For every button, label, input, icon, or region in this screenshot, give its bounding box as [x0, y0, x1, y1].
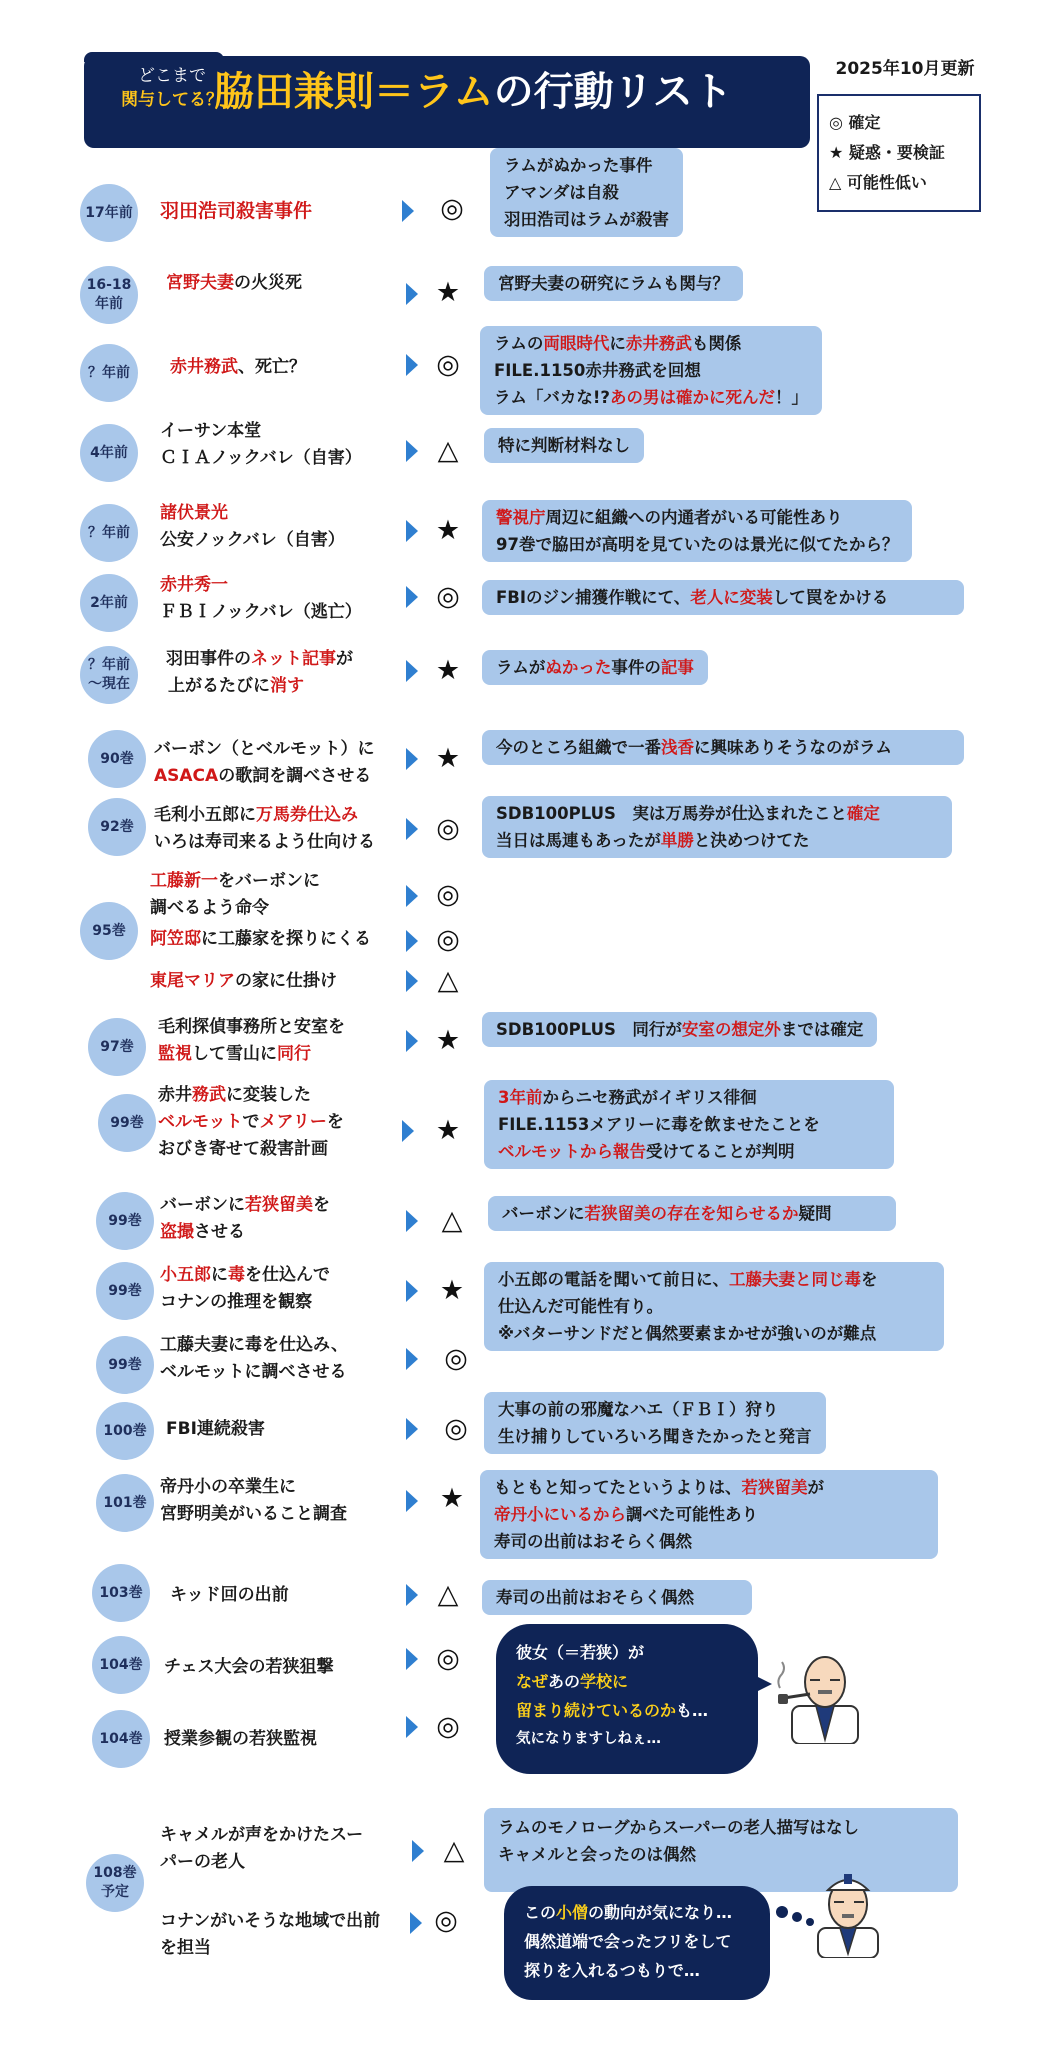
volume-badge: 92巻 — [88, 798, 146, 856]
volume-badge: 104巻 — [92, 1636, 150, 1694]
event-label: 羽田浩司殺害事件 — [160, 200, 313, 222]
volume-badge: 99巻 — [96, 1336, 154, 1394]
volume-badge: 108巻 予定 — [86, 1854, 144, 1912]
time-badge: ？年前 — [80, 344, 138, 402]
note-bubble: FBIのジン捕獲作戦にて、老人に変装して罠をかける — [482, 580, 964, 615]
status-mark: △ — [441, 1205, 463, 1236]
event-label: 赤井務武、死亡？ — [170, 357, 306, 377]
legend — [817, 94, 981, 212]
note-bubble: 特に判断材料なし — [484, 428, 644, 463]
wakita-character-icon — [770, 1640, 880, 1744]
page-title: 脇田兼則＝ラムの行動リスト — [214, 69, 733, 115]
speech-bubble: 彼女（＝若狭）が なぜあの学校に 留まり続けているのかも… 気になりますしねぇ… — [496, 1624, 758, 1774]
note-bubble: 警視庁周辺に組織への内通者がいる可能性あり 97巻で脇田が高明を見ていたのは景光に似てたから？ — [482, 500, 912, 562]
event-label: 宮野夫妻の火災死 — [166, 273, 302, 293]
note-bubble: 3年前からニセ務武がイギリス徘徊 FILE.1153メアリーに毒を飲ませたことを ベルモットから報告受けてることが判明 — [484, 1080, 894, 1169]
thought-bubble: この小僧の動向が気になり… 偶然道端で会ったフリをして 探りを入れるつもりで… — [504, 1886, 770, 2000]
event-label: 諸伏景光 公安ノックバレ（自害） — [160, 503, 345, 550]
volume-badge: 95巻 — [80, 902, 138, 960]
status-mark: ◎ — [436, 1711, 460, 1742]
status-mark: ◎ — [436, 813, 460, 844]
arrow-icon — [406, 930, 418, 952]
note-bubble: 宮野夫妻の研究にラムも関与？ — [484, 266, 743, 301]
volume-badge: 104巻 — [92, 1710, 150, 1768]
status-mark: ◎ — [436, 879, 460, 910]
event-label: 工藤夫妻に毒を仕込み、 ベルモットに調べさせる — [160, 1335, 349, 1382]
event-label: バーボン（とベルモット）に ASACAの歌詞を調べさせる — [154, 739, 375, 786]
arrow-icon — [406, 660, 418, 682]
status-mark: △ — [437, 965, 459, 996]
note-bubble: ラムがぬかった事件の記事 — [482, 650, 708, 685]
event-label: 工藤新一をバーボンに 調べるよう命令 — [150, 871, 320, 918]
status-mark: ★ — [435, 515, 461, 546]
event-label: 阿笠邸に工藤家を探りにくる — [150, 929, 371, 949]
volume-badge: 99巻 — [98, 1094, 156, 1152]
arrow-icon — [406, 970, 418, 992]
legend-suspected: ★ 疑惑・要検証 — [829, 143, 945, 162]
note-bubble: ラムのモノローグからスーパーの老人描写はなし キャメルと会ったのは偶然 — [484, 1808, 958, 1892]
status-mark: ◎ — [440, 193, 464, 224]
legend-confirmed: ◎ 確定 — [829, 113, 881, 132]
volume-badge: 100巻 — [96, 1402, 154, 1460]
volume-badge: 97巻 — [88, 1018, 146, 1076]
time-badge: ？年前 〜現在 — [80, 646, 138, 704]
event-label: 毛利小五郎に万馬券仕込み いろは寿司来るよう仕向ける — [154, 805, 375, 852]
status-mark: △ — [443, 1835, 465, 1866]
arrow-icon — [406, 354, 418, 376]
status-mark: ◎ — [436, 349, 460, 380]
time-badge: 4年前 — [80, 424, 138, 482]
event-label: チェス大会の若狭狙撃 — [164, 1657, 334, 1677]
time-badge: 17年前 — [80, 184, 138, 242]
arrow-icon — [406, 748, 418, 770]
note-bubble: 寿司の出前はおそらく偶然 — [482, 1580, 752, 1615]
arrow-icon — [406, 1210, 418, 1232]
event-label: コナンがいそうな地域で出前 を担当 — [160, 1911, 381, 1958]
event-label: 赤井秀一 ＦＢＩノックバレ（逃亡） — [160, 575, 362, 622]
event-label: FBI連続殺害 — [166, 1419, 265, 1439]
status-mark: △ — [437, 435, 459, 466]
arrow-icon — [406, 520, 418, 542]
arrow-icon — [406, 1490, 418, 1512]
volume-badge: 101巻 — [96, 1474, 154, 1532]
event-label: バーボンに若狭留美を 盗撮させる — [160, 1195, 330, 1242]
status-mark: ◎ — [436, 1643, 460, 1674]
event-label: 毛利探偵事務所と安室を 監視して雪山に同行 — [158, 1017, 345, 1064]
event-label: イーサン本堂 ＣＩＡノックバレ（自害） — [160, 421, 362, 468]
note-bubble: 大事の前の邪魔なハエ（ＦＢＩ）狩り 生け捕りしていろいろ聞きたかったと発言 — [484, 1392, 826, 1454]
arrow-icon — [406, 586, 418, 608]
event-label: 小五郎に毒を仕込んで コナンの推理を観察 — [160, 1265, 330, 1312]
arrow-icon — [406, 283, 418, 305]
time-badge: 16-18 年前 — [80, 266, 138, 324]
status-mark: ★ — [435, 1025, 461, 1056]
speech-tail — [748, 1672, 772, 1696]
status-mark: ★ — [439, 1483, 465, 1514]
status-mark: ◎ — [444, 1413, 468, 1444]
volume-badge: 99巻 — [96, 1192, 154, 1250]
question-line2: 関与してる？ — [121, 90, 223, 110]
legend-unlikely: △ 可能性低い — [829, 173, 927, 192]
arrow-icon — [406, 1418, 418, 1440]
status-mark: ◎ — [436, 581, 460, 612]
arrow-icon — [406, 1584, 418, 1606]
arrow-icon — [406, 440, 418, 462]
status-mark: △ — [437, 1579, 459, 1610]
note-bubble: もともと知ってたというよりは、若狭留美が 帝丹小にいるから調べた可能性あり 寿司の出前はおそらく偶然 — [480, 1470, 938, 1559]
status-mark: ★ — [435, 655, 461, 686]
arrow-icon — [406, 1348, 418, 1370]
status-mark: ★ — [435, 743, 461, 774]
event-label: 授業参観の若狭監視 — [164, 1729, 317, 1749]
note-bubble: ラムの両眼時代に赤井務武も関係 FILE.1150赤井務武を回想 ラム「バカな!?あの男は確かに死んだ！」 — [480, 326, 822, 415]
event-label: 赤井務武に変装した ベルモットでメアリーを おびき寄せて殺害計画 — [158, 1085, 344, 1159]
arrow-icon — [402, 1120, 414, 1142]
event-label: キャメルが声をかけたスー パーの老人 — [160, 1825, 364, 1872]
arrow-icon — [402, 200, 414, 222]
thought-dot — [776, 1906, 788, 1918]
status-mark: ◎ — [444, 1343, 468, 1374]
time-badge: ？年前 — [80, 504, 138, 562]
thought-dot — [792, 1912, 802, 1922]
arrow-icon — [406, 1030, 418, 1052]
note-bubble: バーボンに若狭留美の存在を知らせるか疑問 — [488, 1196, 896, 1231]
arrow-icon — [406, 885, 418, 907]
arrow-icon — [406, 1280, 418, 1302]
event-label: 羽田事件のネット記事が 上がるたびに消す — [166, 649, 353, 696]
arrow-icon — [406, 1648, 418, 1670]
note-bubble: 小五郎の電話を聞いて前日に、工藤夫妻と同じ毒を 仕込んだ可能性有り。 ※バターサンドだと偶然要素まかせが強いのが難点 — [484, 1262, 944, 1351]
updated-date: 2025年10月更新 — [835, 59, 975, 79]
note-bubble: 今のところ組織で一番浅香に興味ありそうなのがラム — [482, 730, 964, 765]
arrow-icon — [410, 1912, 422, 1934]
event-label: キッド回の出前 — [170, 1585, 289, 1605]
event-label: 帝丹小の卒業生に 宮野明美がいること調査 — [160, 1477, 347, 1524]
volume-badge: 90巻 — [88, 730, 146, 788]
arrow-icon — [412, 1840, 424, 1862]
event-label: 東尾マリアの家に仕掛け — [150, 971, 337, 991]
note-bubble: SDB100PLUS 実は万馬券が仕込まれたこと確定 当日は馬連もあったが単勝と決めつけてた — [482, 796, 952, 858]
status-mark: ★ — [439, 1275, 465, 1306]
status-mark: ★ — [435, 277, 461, 308]
question-line1: どこまで — [138, 66, 206, 86]
note-bubble: ラムがぬかった事件 アマンダは自殺 羽田浩司はラムが殺害 — [490, 148, 683, 237]
status-mark: ◎ — [434, 1905, 458, 1936]
status-mark: ◎ — [436, 924, 460, 955]
status-mark: ★ — [435, 1115, 461, 1146]
note-bubble: SDB100PLUS 同行が安室の想定外までは確定 — [482, 1012, 877, 1047]
time-badge: 2年前 — [80, 574, 138, 632]
volume-badge: 103巻 — [92, 1564, 150, 1622]
arrow-icon — [406, 1716, 418, 1738]
wakita-cap-character-icon — [806, 1862, 890, 1958]
arrow-icon — [406, 818, 418, 840]
volume-badge: 99巻 — [96, 1262, 154, 1320]
